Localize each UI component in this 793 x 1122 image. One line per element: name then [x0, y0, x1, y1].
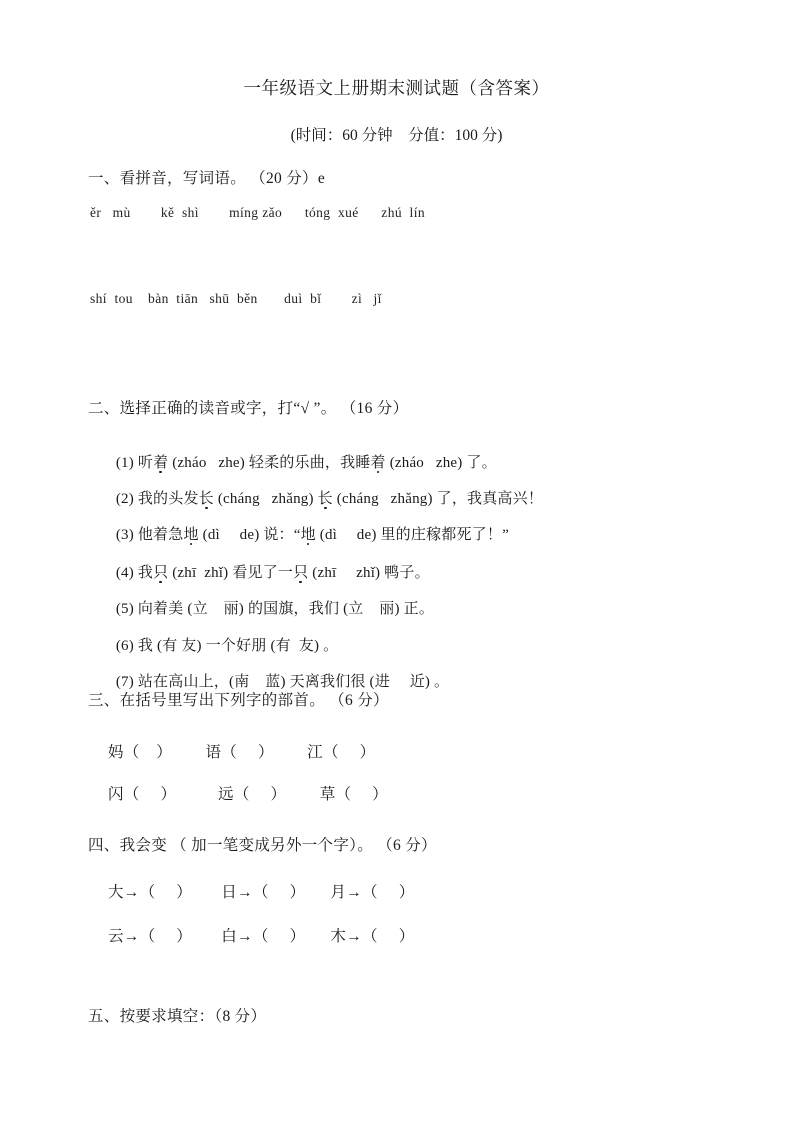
item-number: (4)	[115, 564, 134, 581]
section-two-heading: 二、选择正确的读音或字，打“√ ”。 （16 分）	[88, 400, 409, 417]
item-number: (6)	[115, 637, 134, 654]
emphasis-char: 着	[370, 454, 386, 471]
page-title: 一年级语文上册期末测试题（含答案）	[243, 78, 550, 98]
section-one-pinyin-row-2: shí tou bàn tiān shū běn duì bǐ zì jǐ	[90, 291, 382, 306]
item-text-a: 站在高山上，(南 蓝) 天离我们很 (进 近) 。	[137, 673, 450, 690]
item-text-b: (zháo zhe) 轻柔的乐曲，我睡	[168, 454, 371, 471]
item-text-c: (zhī zhǐ) 鸭子。	[308, 564, 430, 581]
item-text-a: 我 (有 友) 一个好朋 (有 友) 。	[137, 637, 339, 654]
item-text-b: (cháng zhǎng)	[213, 490, 318, 507]
emphasis-char: 地	[183, 526, 199, 543]
section-one-heading: 一、看拼音，写词语。 （20 分）e	[88, 170, 326, 187]
emphasis-char: 着	[153, 454, 169, 471]
item-text-a: 听	[137, 454, 154, 471]
item-text-b: (dì de) 说：“	[198, 526, 301, 543]
emphasis-char: 只	[293, 564, 309, 581]
item-text-c: (dì de) 里的庄稼都死了！”	[315, 526, 509, 543]
item-text-c: (cháng zhǎng) 了，我真高兴！	[332, 490, 544, 507]
item-text-a: 他着急	[137, 526, 184, 543]
item-number: (2)	[115, 490, 134, 507]
emphasis-char: 只	[153, 564, 169, 581]
section-three-row-2: 闪（ ） 远（ ） 草（ ）	[108, 786, 388, 803]
item-text-b: (zhī zhǐ) 看见了一	[168, 564, 294, 581]
section-five-heading: 五、按要求填空：（8 分）	[88, 1008, 267, 1025]
item-text-c: (zháo zhe) 了。	[385, 454, 497, 471]
item-number: (7)	[115, 673, 134, 690]
section-three-row-1: 妈（ ） 语（ ） 江（ ）	[108, 744, 376, 761]
section-one-pinyin-row-1: ěr mù kě shì míng zǎo tóng xué zhú lín	[90, 205, 426, 220]
section-four-heading: 四、我会变 （ 加一笔变成另外一个字）。 （6 分）	[88, 837, 437, 854]
emphasis-char: 长	[317, 490, 333, 507]
item-number: (1)	[115, 454, 134, 471]
item-text-a: 我	[137, 564, 154, 581]
item-text-a: 我的头发	[137, 490, 199, 507]
page-subtitle: (时间：60 分钟 分值：100 分)	[290, 127, 503, 144]
section-four-row-2: 云→（ ） 白→（ ） 木→（ ）	[108, 928, 415, 945]
emphasis-char: 长	[198, 490, 214, 507]
item-number: (5)	[115, 600, 134, 617]
item-number: (3)	[115, 526, 134, 543]
emphasis-char: 地	[300, 526, 316, 543]
item-text-a: 向着美 (立 丽) 的国旗，我们 (立 丽) 正。	[137, 600, 435, 617]
section-three-heading: 三、在括号里写出下列字的部首。 （6 分）	[88, 692, 389, 709]
section-four-row-1: 大→（ ） 日→（ ） 月→（ ）	[108, 884, 415, 901]
